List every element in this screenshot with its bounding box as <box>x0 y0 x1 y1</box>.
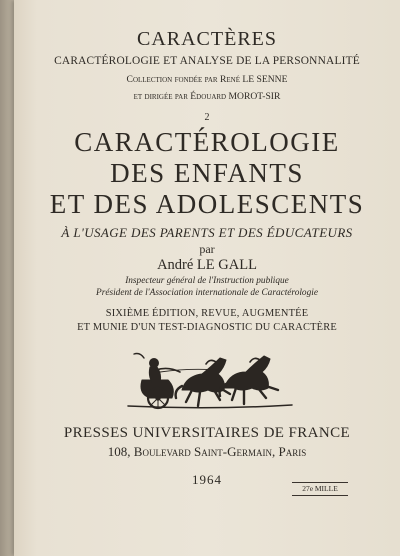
author-role-line-2: Président de l'Association internationale de Caractérologie <box>96 288 318 298</box>
book-title-line-3: ET DES ADOLESCENTS <box>49 189 365 219</box>
publisher-name: PRESSES UNIVERSITAIRES DE FRANCE <box>63 425 351 441</box>
collection-director-line: et dirigée par Édouard MOROT-SIR <box>133 91 281 102</box>
author-name: André LE GALL <box>157 257 257 273</box>
book-title-line-2: DES ENFANTS <box>110 158 304 188</box>
printing-count-badge: 27e MILLE <box>292 482 348 496</box>
chariot-emblem-icon <box>120 350 300 412</box>
page-gutter-shadow <box>0 0 14 556</box>
book-subtitle: À L'USAGE DES PARENTS ET DES ÉDUCATEURS <box>61 225 353 240</box>
series-subtitle: CARACTÉROLOGIE ET ANALYSE DE LA PERSONNALITÉ <box>54 55 360 67</box>
book-title-line-1: CARACTÉROLOGIE <box>74 127 340 157</box>
edition-line-1: SIXIÈME ÉDITION, REVUE, AUGMENTÉE <box>105 308 309 319</box>
publication-year: 1964 <box>192 472 222 487</box>
author-role-line-1: Inspecteur général de l'Instruction publique <box>125 276 289 286</box>
edition-line-2: ET MUNIE D'UN TEST-DIAGNOSTIC DU CARACTÈRE <box>77 322 337 333</box>
publisher-address: 108, Boulevard Saint-Germain, Paris <box>107 444 307 459</box>
collection-founder-line: Collection fondée par René LE SENNE <box>126 74 288 85</box>
series-number: 2 <box>204 112 210 123</box>
by-word: par <box>199 242 215 256</box>
series-title: CARACTÈRES <box>136 28 278 50</box>
